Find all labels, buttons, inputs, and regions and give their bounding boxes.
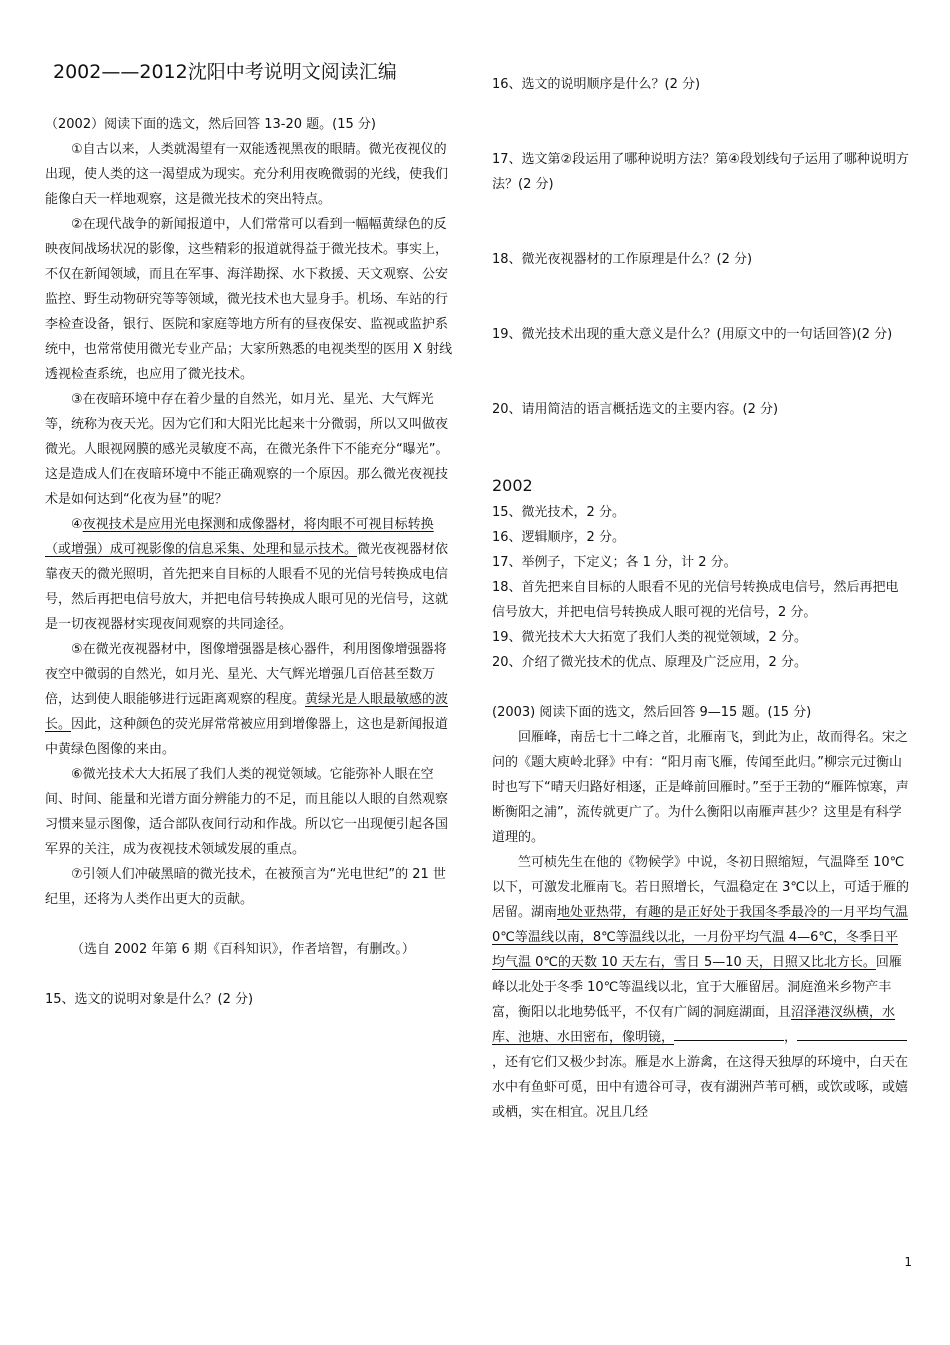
reading-paragraph-2 [492, 850, 910, 1125]
question-19: 19、微光技术出现的重大意义是什么？(用原文中的一句话回答)(2 分) [492, 327, 893, 342]
answer-item: 15、微光技术，2 分。 [492, 505, 625, 520]
reading-paragraph-2-part-c: 还有它们又极少封冻。雁是水上游禽，在这得天独厚的环境中，白天在水中有鱼虾可觅，田中有遗谷可寻，夜有湖洲芦苇可栖，或饮或啄，或嬉或栖，实在相宜。况且几经 [492, 1055, 909, 1120]
reading-paragraph-1: 回雁峰，南岳七十二峰之首，北雁南飞，到此为止，故而得名。宋之问的《题大庾岭北驿》中有：“阳月南飞雁，传闻至此归。”柳宗元过衡山时也写下“晴天归路好相逐，正是峰前回雁时。”至于王勃的“雁阵惊寒，声断衡阳之浦”，流传就更广了。为什么衡阳以南雁声甚少？这里是有科学道理的。 [492, 730, 909, 845]
spacer [492, 347, 910, 397]
answers-year-heading: 2002 [492, 476, 533, 495]
left-column [45, 58, 457, 1012]
paragraph-2: ②在现代战争的新闻报道中，人们常常可以看到一幅幅黄绿色的反映夜间战场状况的影像，这些精彩的报道就得益于微光技术。事实上，不仅在新闻领域，而且在军事、海洋勘探、水下救援、天文观察、公安监控、野生动物研究等等领域，微光技术也大显身手。机场、车站的行李检查设备，银行、医院和家庭等地方所有的昼夜保安、监视或监护系统中，也常常使用微光专业产品；大家所熟悉的电视类型的医用 X 射线透视检查系统，也应用了微光技术。 [45, 217, 453, 382]
paragraph-6: ⑥微光技术大大拓展了我们人类的视觉领域。它能弥补人眼在空间、时间、能量和光谱方面分辨能力的不足，而且能以人眼的自然观察习惯来显示图像，适合部队夜间行动和作战。所以它一出现便引起各国军界的关注，成为夜视技术领域发展的重点。 [45, 767, 449, 857]
paragraph-3: ③在夜暗环境中存在着少量的自然光，如月光、星光、大气辉光等，统称为夜天光。因为它们和大阳光比起来十分微弱，所以又叫做夜微光。人眼视网膜的感光灵敏度不高，在微光条件下不能充分“曝光”。这是造成人们在夜暗环境中不能正确观察的一个原因。那么微光夜视技术是如何达到“化夜为昼”的呢？ [45, 392, 449, 507]
paragraph-4-number: ④ [71, 517, 83, 532]
intro-2003: (2003) 阅读下面的选文，然后回答 9—15 题。(15 分) [492, 705, 812, 720]
underlined-waters-passage: 沼泽港汊纵横，水库、池塘、水田密布，像明镜， [492, 1005, 896, 1045]
spacer [492, 197, 910, 247]
answer-item: 16、逻辑顺序，2 分。 [492, 530, 625, 545]
paragraph-5 [45, 637, 457, 762]
spacer [492, 272, 910, 322]
document-title: 2002——2012沈阳中考说明文阅读汇编 [53, 61, 397, 83]
spacer [45, 912, 457, 937]
paragraph-4-rest: 微光夜视器材依靠夜天的微光照明，首先把来自目标的人眼看不见的光信号转换成电信号，然后再把电信号放大，并把电信号转换成人眼可见的光信号，这就是一切夜视器材实现夜间观察的共同途径。 [45, 542, 449, 632]
spacer [45, 962, 457, 987]
fill-in-blank-1[interactable] [674, 1026, 784, 1041]
answer-item: 17、举例子，下定义；各 1 分，计 2 分。 [492, 555, 737, 570]
blank-separator: ， [784, 1030, 798, 1045]
fill-in-blank-2[interactable] [797, 1026, 907, 1041]
answer-item: 19、微光技术大大拓宽了我们人类的视觉领域，2 分。 [492, 630, 807, 645]
answer-item: 18、首先把来自目标的人眼看不见的光信号转换成电信号，然后再把电信号放大，并把电信号转换成人眼可视的光信号，2 分。 [492, 580, 899, 620]
question-17: 17、选文第②段运用了哪种说明方法？第④段划线句子运用了哪种说明方法？(2 分) [492, 152, 909, 192]
right-column [492, 72, 910, 1125]
paragraph-1: ①自古以来，人类就渴望有一双能透视黑夜的眼睛。微光夜视仪的出现，使人类的这一渴望成为现实。充分利用夜晚微弱的光线，使我们能像白天一样地观察，这是微光技术的突出特点。 [45, 142, 449, 207]
intro-2002: （2002）阅读下面的选文，然后回答 13-20 题。(15 分) [45, 117, 376, 132]
paragraph-5-part-b: 因此，这种颜色的荧光屏常常被应用到增像器上，这也是新闻报道中黄绿色图像的来由。 [45, 717, 449, 757]
answer-item: 20、介绍了微光技术的优点、原理及广泛应用，2 分。 [492, 655, 807, 670]
page-number: 1 [904, 1255, 912, 1269]
paragraph-7: ⑦引领人们冲破黑暗的微光技术，在被预言为“光电世纪”的 21 世纪里，还将为人类作出更大的贡献。 [45, 867, 446, 907]
paragraph-5-part-a: ⑤在微光夜视器材中，图像增强器是核心器件，利用图像增强器将夜空中微弱的自然光，如月光、星光、大气辉光增强几百倍甚至数万倍，达到使人眼能够进行远距离观察的程度。 [45, 642, 447, 707]
question-18: 18、微光夜视器材的工作原理是什么？(2 分) [492, 252, 753, 267]
spacer [492, 675, 910, 700]
spacer [492, 97, 910, 147]
question-16: 16、选文的说明顺序是什么？(2 分) [492, 77, 701, 92]
underlined-yellow-green-sentence: 黄绿光是人眼最敏感的波长。 [45, 692, 449, 732]
reading-paragraph-2-part-a: 竺可桢先生在他的《物候学》中说，冬初日照缩短，气温降至 10℃以下，可激发北雁南飞。若日照增长，气温稳定在 3℃以上，可适于雁的居留。湖南 [492, 855, 910, 920]
underlined-climate-passage: 地处亚热带，有趣的是正好处于我国冬季最冷的一月平均气温 0℃等温线以南，8℃等温线以北，一月份平均气温 4—6℃，冬季日平均气温 0℃的天数 10 天左右，雪日 5—10 天，日照又比北方长。 [492, 905, 909, 970]
question-20: 20、请用简洁的语言概括选文的主要内容。(2 分) [492, 402, 779, 417]
paragraph-4 [45, 512, 457, 637]
reading-paragraph-2-part-b: 回雁峰以北处于冬季 10℃等温线以北，宜于大雁留居。洞庭渔米乡物产丰富，衡阳以北地势低平，不仅有广阔的洞庭湖面，且 [492, 955, 902, 1020]
question-15: 15、选文的说明对象是什么？(2 分) [45, 992, 254, 1007]
source-note: （选自 2002 年第 6 期《百科知识》，作者培智，有删改。） [71, 942, 415, 957]
spacer [492, 422, 910, 472]
blank-separator: ， [492, 1055, 506, 1070]
underlined-definition-sentence: 夜视技术是应用光电探测和成像器材，将肉眼不可视目标转换（或增强）成可视影像的信息采集、处理和显示技术。 [45, 517, 434, 557]
